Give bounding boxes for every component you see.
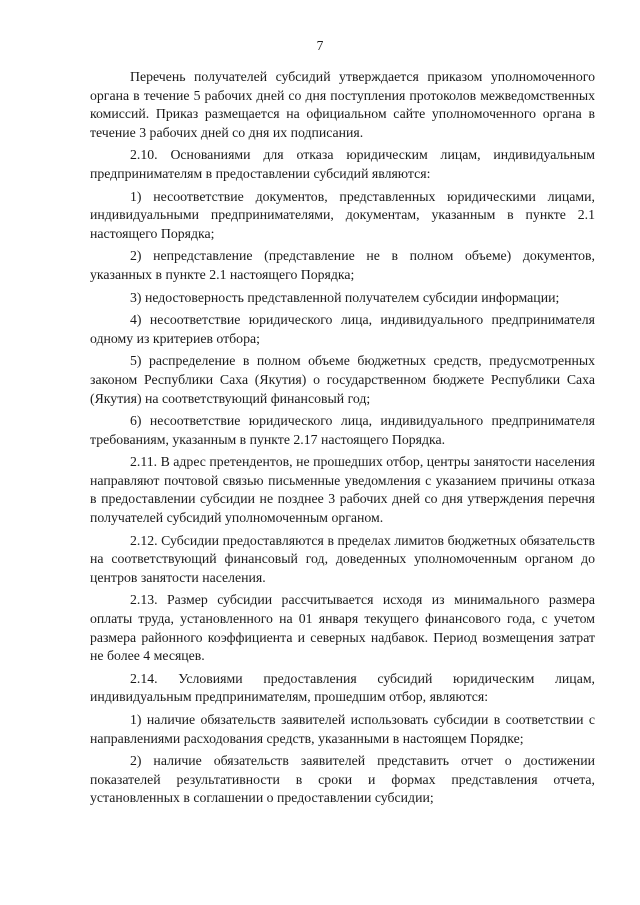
paragraph-2-10-item-5: 5) распределение в полном объеме бюджетных средств, предусмотренных законом Республики Саха (Якутия) о государственном бюджете Республики Саха (Якутия) на соответствующий финансовый год; — [90, 353, 595, 406]
document-body — [90, 68, 595, 812]
paragraph-2-14: 2.14. Условиями предоставления субсидий юридическим лицам, индивидуальным предпринимателям, прошедшим отбор, являются: — [90, 670, 595, 705]
paragraph-2-10-item-3: 3) недостоверность представленной получателем субсидии информации; — [130, 289, 560, 305]
paragraph-list-approval: Перечень получателей субсидий утверждается приказом уполномоченного органа в течение 5 рабочих дней со дня поступления протоколов межведомственных комиссий. Приказ размещается на официальном сайте уполномоченного органа в течение 3 рабочих дней со дня их подписания. — [90, 69, 595, 140]
paragraph-2-10-item-2: 2) непредставление (представление не в полном объеме) документов, указанных в пункте 2.1 настоящего Порядка; — [90, 248, 595, 282]
paragraph-2-10-item-4: 4) несоответствие юридического лица, индивидуального предпринимателя одному из критериев отбора; — [90, 312, 595, 346]
page-number: 7 — [316, 38, 324, 53]
paragraph-2-11: 2.11. В адрес претендентов, не прошедших отбор, центры занятости населения направляют почтовой связью письменные уведомления с указанием причины отказа в предоставлении субсидии не позднее 3 рабочих дней со дня утверждения перечня получателей субсидий уполномоченным органом. — [90, 454, 595, 526]
paragraph-2-10: 2.10. Основаниями для отказа юридическим лицам, индивидуальным предпринимателям в предоставлении субсидий являются: — [90, 147, 595, 181]
paragraph-2-14-item-2: 2) наличие обязательств заявителей представить отчет о достижении показателей результативности в сроки и формах представления отчета, установленных в соглашении о предоставлении субсидии; — [90, 753, 595, 806]
paragraph-2-10-item-6: 6) несоответствие юридического лица, индивидуального предпринимателя требованиям, указанным в пункте 2.17 настоящего Порядка. — [90, 413, 595, 447]
paragraph-2-14-item-1: 1) наличие обязательств заявителей использовать субсидии в соответствии с направлениями расходования средств, указанными в настоящем Порядке; — [90, 712, 595, 746]
paragraph-2-12: 2.12. Субсидии предоставляются в пределах лимитов бюджетных обязательств на соответствующий финансовый год, доведенных уполномоченным органом до центров занятости населения. — [90, 532, 595, 585]
paragraph-2-13: 2.13. Размер субсидии рассчитывается исходя из минимального размера оплаты труда, установленного на 01 января текущего финансового года, с учетом размера районного коэффициента и северных надбавок. Период возмещения затрат не более 4 месяцев. — [90, 592, 595, 664]
paragraph-2-10-item-1: 1) несоответствие документов, представленных юридическими лицами, индивидуальными предпринимателями, документам, указанным в пункте 2.1 настоящего Порядка; — [90, 188, 595, 241]
